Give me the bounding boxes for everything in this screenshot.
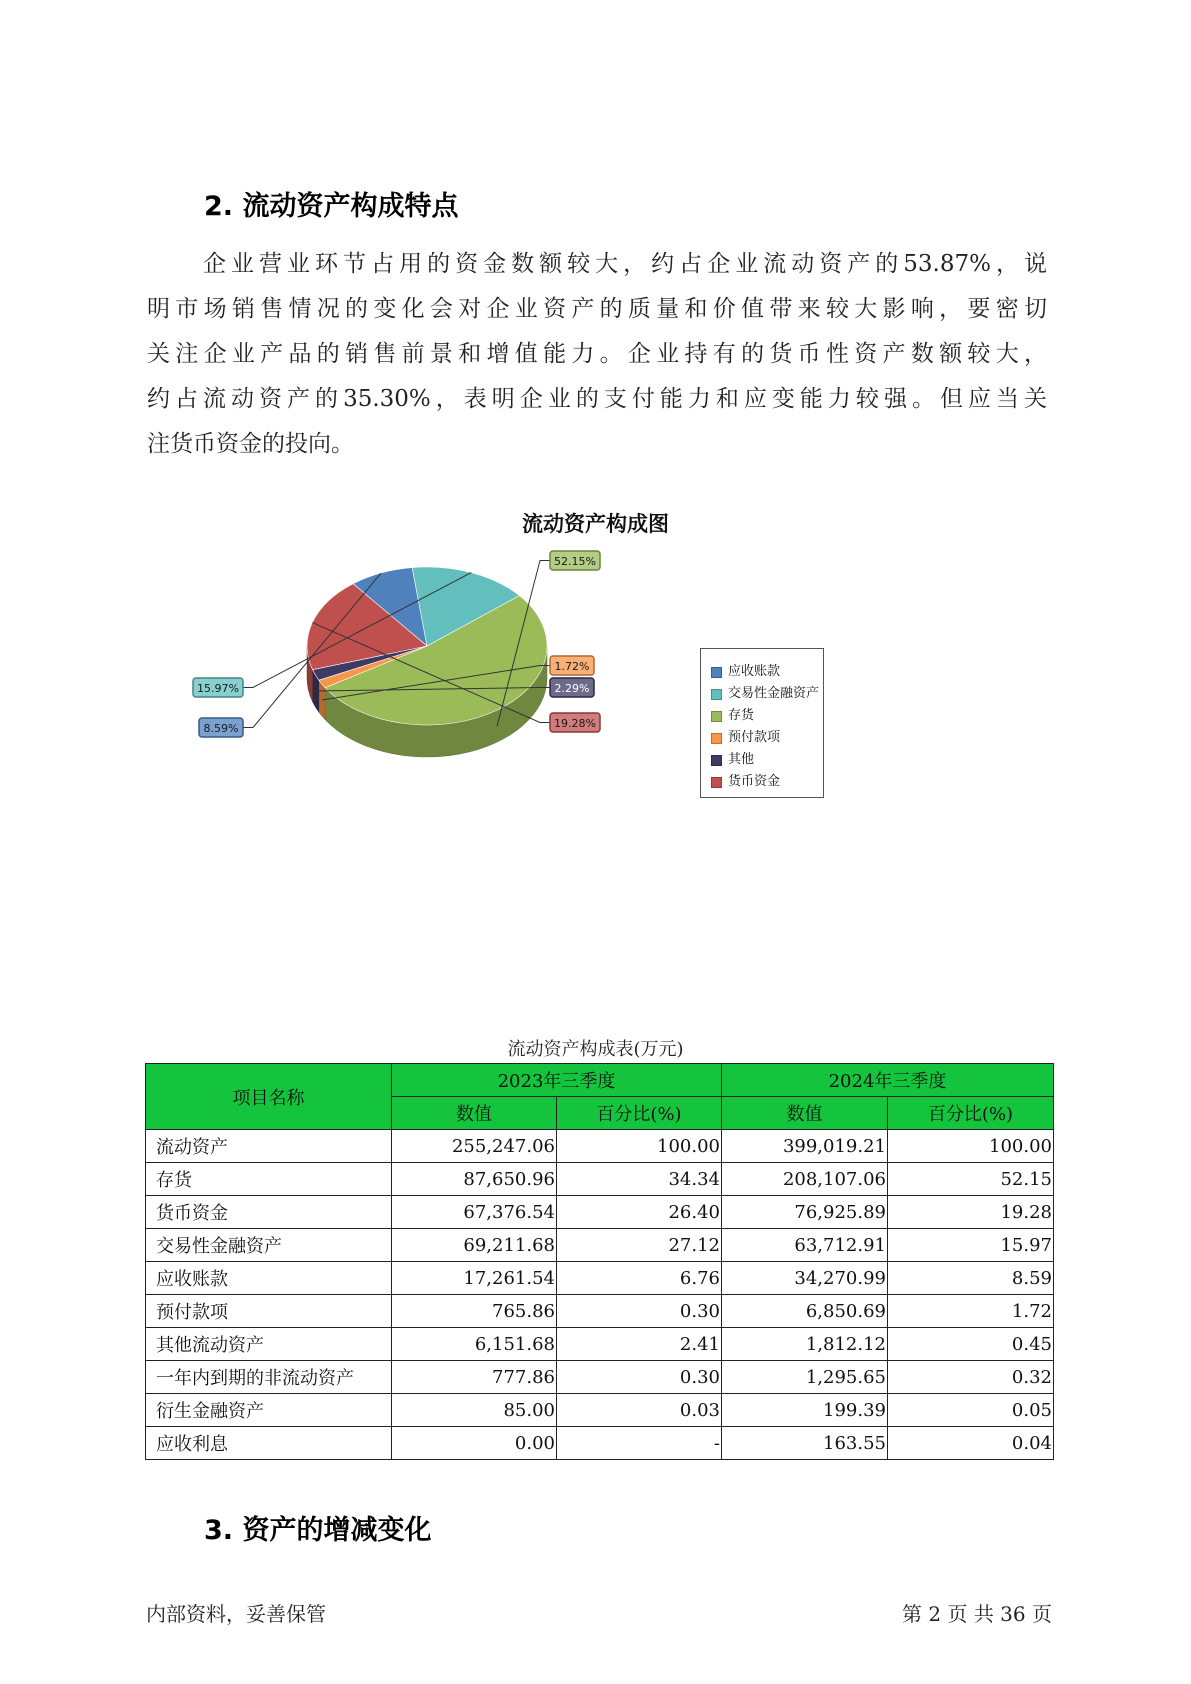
table-row — [146, 1262, 1054, 1295]
paragraph-line: 约占流动资产的35.30%，表明企业的支付能力和应变能力较强。但应当关 — [147, 386, 1047, 412]
legend-item — [711, 771, 823, 793]
legend-item — [711, 705, 823, 727]
row-value: 0.30 — [557, 1361, 722, 1394]
data-label: 52.15% — [554, 555, 596, 568]
row-label: 其他流动资产 — [146, 1328, 392, 1361]
legend-swatch — [711, 733, 722, 744]
row-value: 0.04 — [888, 1427, 1054, 1460]
current-assets-table — [145, 1063, 1054, 1460]
data-label: 15.97% — [197, 682, 239, 695]
paragraph-line: 注货币资金的投向。 — [147, 431, 354, 457]
data-label: 2.29% — [554, 682, 590, 695]
row-value: 17,261.54 — [392, 1262, 557, 1295]
row-label: 衍生金融资产 — [146, 1394, 392, 1427]
section-heading-2: 2. 流动资产构成特点 — [204, 191, 459, 222]
table-row — [146, 1229, 1054, 1262]
row-value: 34,270.99 — [722, 1262, 888, 1295]
table-row — [146, 1328, 1054, 1361]
header-value: 数值 — [722, 1097, 888, 1130]
paragraph-line: 关注企业产品的销售前景和增值能力。企业持有的货币性资产数额较大， — [147, 341, 1047, 367]
legend-swatch — [711, 711, 722, 722]
section-heading-3: 3. 资产的增减变化 — [204, 1515, 432, 1546]
row-value: 76,925.89 — [722, 1196, 888, 1229]
row-value: 0.30 — [557, 1295, 722, 1328]
footer-confidential-note: 内部资料，妥善保管 — [146, 1602, 326, 1626]
row-value: 0.03 — [557, 1394, 722, 1427]
row-value: 0.05 — [888, 1394, 1054, 1427]
row-value: 1,812.12 — [722, 1328, 888, 1361]
legend-label: 应收账款 — [728, 664, 781, 679]
row-value: 6.76 — [557, 1262, 722, 1295]
legend-item — [711, 661, 823, 683]
row-value: 63,712.91 — [722, 1229, 888, 1262]
legend-label: 交易性金融资产 — [728, 686, 820, 701]
chart-title: 流动资产构成图 — [522, 512, 669, 536]
row-value: 27.12 — [557, 1229, 722, 1262]
row-value: 777.86 — [392, 1361, 557, 1394]
row-label: 一年内到期的非流动资产 — [146, 1361, 392, 1394]
table-row — [146, 1427, 1054, 1460]
row-value: 163.55 — [722, 1427, 888, 1460]
header-percent: 百分比(%) — [557, 1097, 722, 1130]
table-row — [146, 1361, 1054, 1394]
data-label: 1.72% — [554, 660, 590, 673]
row-value: 26.40 — [557, 1196, 722, 1229]
legend-item — [711, 749, 823, 771]
analysis-paragraph — [147, 242, 1047, 467]
row-value: 1,295.65 — [722, 1361, 888, 1394]
header-value: 数值 — [392, 1097, 557, 1130]
row-value: 0.45 — [888, 1328, 1054, 1361]
table-body — [146, 1130, 1054, 1460]
row-value: 34.34 — [557, 1163, 722, 1196]
row-value: 0.00 — [392, 1427, 557, 1460]
row-label: 应收利息 — [146, 1427, 392, 1460]
table-row — [146, 1163, 1054, 1196]
paragraph-line: 企业营业环节占用的资金数额较大，约占企业流动资产的53.87%，说 — [203, 251, 1047, 277]
legend-swatch — [711, 667, 722, 678]
data-label: 8.59% — [203, 722, 239, 735]
table-row — [146, 1196, 1054, 1229]
row-value: 69,211.68 — [392, 1229, 557, 1262]
row-value: 87,650.96 — [392, 1163, 557, 1196]
row-label: 交易性金融资产 — [146, 1229, 392, 1262]
row-value: 85.00 — [392, 1394, 557, 1427]
pie-chart — [190, 555, 660, 805]
row-label: 预付款项 — [146, 1295, 392, 1328]
row-value: 1.72 — [888, 1295, 1054, 1328]
legend-swatch — [711, 689, 722, 700]
row-value: - — [557, 1427, 722, 1460]
legend-swatch — [711, 755, 722, 766]
header-percent: 百分比(%) — [888, 1097, 1054, 1130]
row-value: 255,247.06 — [392, 1130, 557, 1163]
legend-item — [711, 683, 823, 705]
row-value: 0.32 — [888, 1361, 1054, 1394]
table-caption: 流动资产构成表(万元) — [507, 1039, 684, 1060]
legend-label: 预付款项 — [728, 730, 781, 745]
table-row — [146, 1130, 1054, 1163]
row-value: 19.28 — [888, 1196, 1054, 1229]
row-value: 199.39 — [722, 1394, 888, 1427]
row-value: 15.97 — [888, 1229, 1054, 1262]
footer-page-number: 第 2 页 共 36 页 — [902, 1602, 1052, 1626]
row-value: 6,850.69 — [722, 1295, 888, 1328]
legend-label: 其他 — [728, 752, 755, 767]
header-period-2023: 2023年三季度 — [392, 1064, 722, 1097]
data-label: 19.28% — [554, 717, 596, 730]
table-row — [146, 1394, 1054, 1427]
legend-swatch — [711, 777, 722, 788]
row-value: 2.41 — [557, 1328, 722, 1361]
row-value: 399,019.21 — [722, 1130, 888, 1163]
header-item-name: 项目名称 — [146, 1064, 392, 1130]
row-value: 100.00 — [557, 1130, 722, 1163]
paragraph-line: 明市场销售情况的变化会对企业资产的质量和价值带来较大影响，要密切 — [147, 296, 1047, 322]
row-value: 765.86 — [392, 1295, 557, 1328]
row-label: 存货 — [146, 1163, 392, 1196]
legend-label: 货币资金 — [728, 774, 781, 789]
table-row — [146, 1295, 1054, 1328]
row-value: 67,376.54 — [392, 1196, 557, 1229]
row-value: 52.15 — [888, 1163, 1054, 1196]
row-value: 208,107.06 — [722, 1163, 888, 1196]
header-period-2024: 2024年三季度 — [722, 1064, 1054, 1097]
row-label: 流动资产 — [146, 1130, 392, 1163]
legend-label: 存货 — [728, 708, 755, 723]
row-label: 应收账款 — [146, 1262, 392, 1295]
legend-item — [711, 727, 823, 749]
row-value: 6,151.68 — [392, 1328, 557, 1361]
row-value: 100.00 — [888, 1130, 1054, 1163]
chart-legend — [700, 648, 824, 798]
row-label: 货币资金 — [146, 1196, 392, 1229]
row-value: 8.59 — [888, 1262, 1054, 1295]
